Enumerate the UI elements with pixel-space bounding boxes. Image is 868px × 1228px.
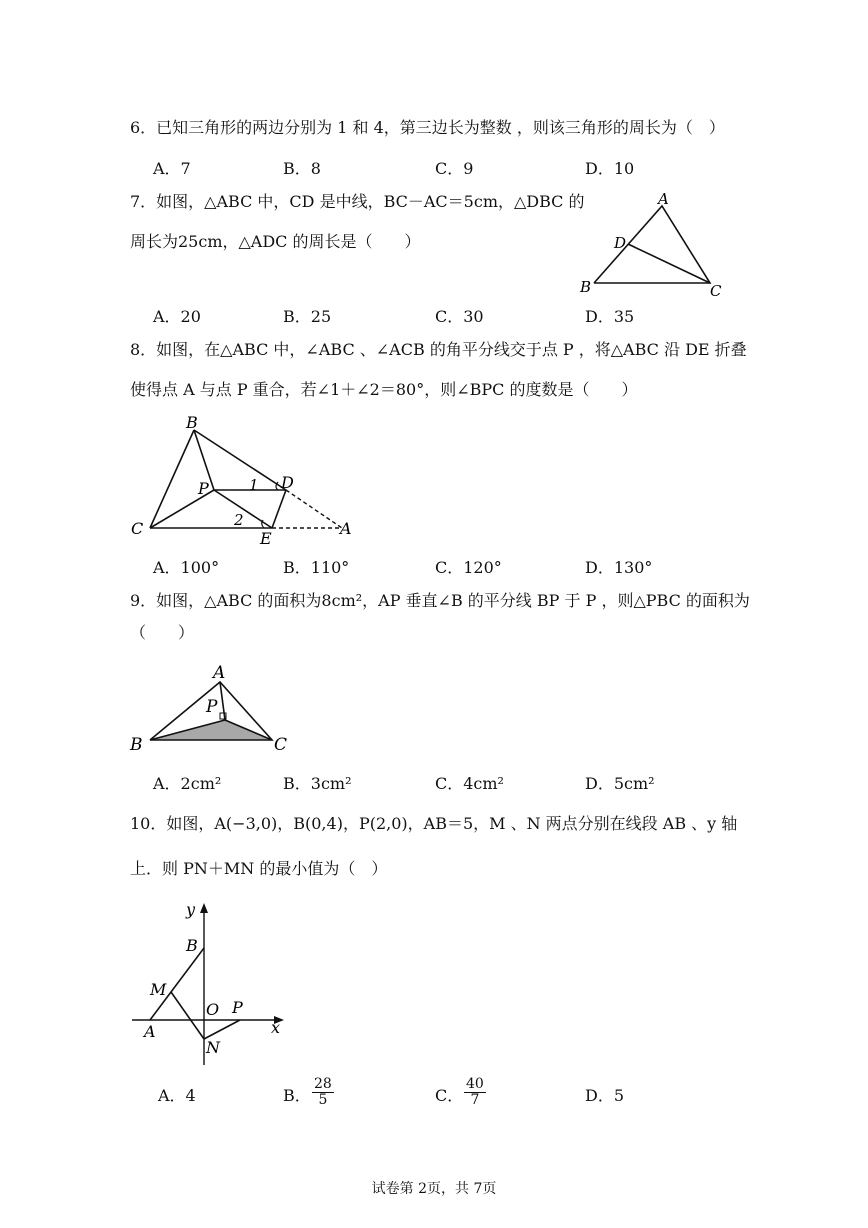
q8-option-b: B．110° xyxy=(283,558,350,577)
q8-label-p: P xyxy=(198,479,209,498)
q9-option-a: A．2cm² xyxy=(153,774,222,793)
q6-option-b: B．8 xyxy=(283,159,321,178)
q6-stem: 6．已知三角形的两边分别为 1 和 4，第三边长为整数 ，则该三角形的周长为（ ） xyxy=(130,118,725,137)
q10-label-m: M xyxy=(150,980,167,999)
q8-label-d: D xyxy=(281,473,294,492)
q7-label-a: A xyxy=(658,192,669,208)
q10-option-b: B． xyxy=(283,1086,311,1105)
q10-option-c-numerator: 40 xyxy=(466,1076,484,1092)
q10-label-x: x xyxy=(271,1018,281,1037)
q8-option-c: C．120° xyxy=(435,558,502,577)
q10-option-c-denominator: 7 xyxy=(470,1092,480,1108)
q7-option-d: D．35 xyxy=(585,307,635,326)
q8-label-c: C xyxy=(131,519,144,538)
q9-stem-line1: 9．如图，△ABC 的面积为8cm²，AP 垂直∠B 的平分线 BP 于 P ，则△PBC 的面积为 xyxy=(130,591,750,610)
q8-label-e: E xyxy=(260,529,272,548)
q8-stem-line1: 8．如图，在△ABC 中，∠ABC 、∠ACB 的角平分线交于点 P ，将△ABC 沿 DE 折叠 xyxy=(130,340,747,359)
q10-label-y: y xyxy=(186,900,196,919)
q6-option-c: C．9 xyxy=(435,159,474,178)
q9-option-c: C．4cm² xyxy=(435,774,504,793)
q8-label-b: B xyxy=(186,413,198,432)
q10-label-b: B xyxy=(186,936,198,955)
q8-label-2: 2 xyxy=(234,511,244,529)
q9-figure xyxy=(128,660,298,755)
q9-label-b: B xyxy=(130,735,143,755)
q10-label-p: P xyxy=(232,998,243,1017)
q10-stem-line2: 上．则 PN＋MN 的最小值为（ ） xyxy=(130,859,388,878)
q10-stem-line1: 10．如图，A(−3,0)，B(0,4)，P(2,0)，AB＝5，M 、N 两点分别在线段 AB 、y 轴 xyxy=(130,814,738,833)
q9-option-d: D．5cm² xyxy=(585,774,655,793)
q6-option-d: D．10 xyxy=(585,159,635,178)
q9-stem-line2: （ ） xyxy=(130,623,195,642)
q7-option-c: C．30 xyxy=(435,307,484,326)
q6-option-a: A．7 xyxy=(153,159,191,178)
q8-label-1: 1 xyxy=(249,476,259,494)
q10-figure xyxy=(128,895,288,1070)
q8-stem-line2: 使得点 A 与点 P 重合，若∠1＋∠2＝80°，则∠BPC 的度数是（ ） xyxy=(130,380,638,399)
q10-label-o: O xyxy=(206,1000,220,1019)
q10-option-b-denominator: 5 xyxy=(318,1092,328,1108)
q7-label-b: B xyxy=(580,278,592,296)
q10-option-b-numerator: 28 xyxy=(314,1076,332,1092)
q8-label-a: A xyxy=(340,519,352,538)
q10-option-c: C． xyxy=(435,1086,464,1105)
q9-label-c: C xyxy=(274,735,288,755)
q8-option-a: A．100° xyxy=(153,558,220,577)
q9-option-b: B．3cm² xyxy=(283,774,352,793)
q10-label-n: N xyxy=(206,1038,220,1057)
q9-label-p: P xyxy=(206,697,218,717)
q10-option-c-fraction xyxy=(464,1077,486,1108)
q8-option-d: D．130° xyxy=(585,558,653,577)
q7-label-d: D xyxy=(614,234,627,252)
page-footer: 试卷第 2页，共 7页 xyxy=(371,1181,497,1197)
q9-label-a: A xyxy=(213,663,226,683)
q7-stem-line2: 周长为25cm，△ADC 的周长是（ ） xyxy=(130,232,421,251)
q7-option-a: A．20 xyxy=(153,307,201,326)
q10-option-b-fraction xyxy=(312,1077,334,1108)
q10-label-a: A xyxy=(144,1022,156,1041)
q7-option-b: B．25 xyxy=(283,307,332,326)
q10-option-d: D．5 xyxy=(585,1086,625,1105)
q7-label-c: C xyxy=(710,282,722,300)
q10-option-a: A．4 xyxy=(158,1086,196,1105)
q8-figure xyxy=(128,410,358,550)
q7-figure xyxy=(570,192,730,302)
q7-stem-line1: 7．如图，△ABC 中，CD 是中线，BC－AC＝5cm，△DBC 的 xyxy=(130,192,585,211)
